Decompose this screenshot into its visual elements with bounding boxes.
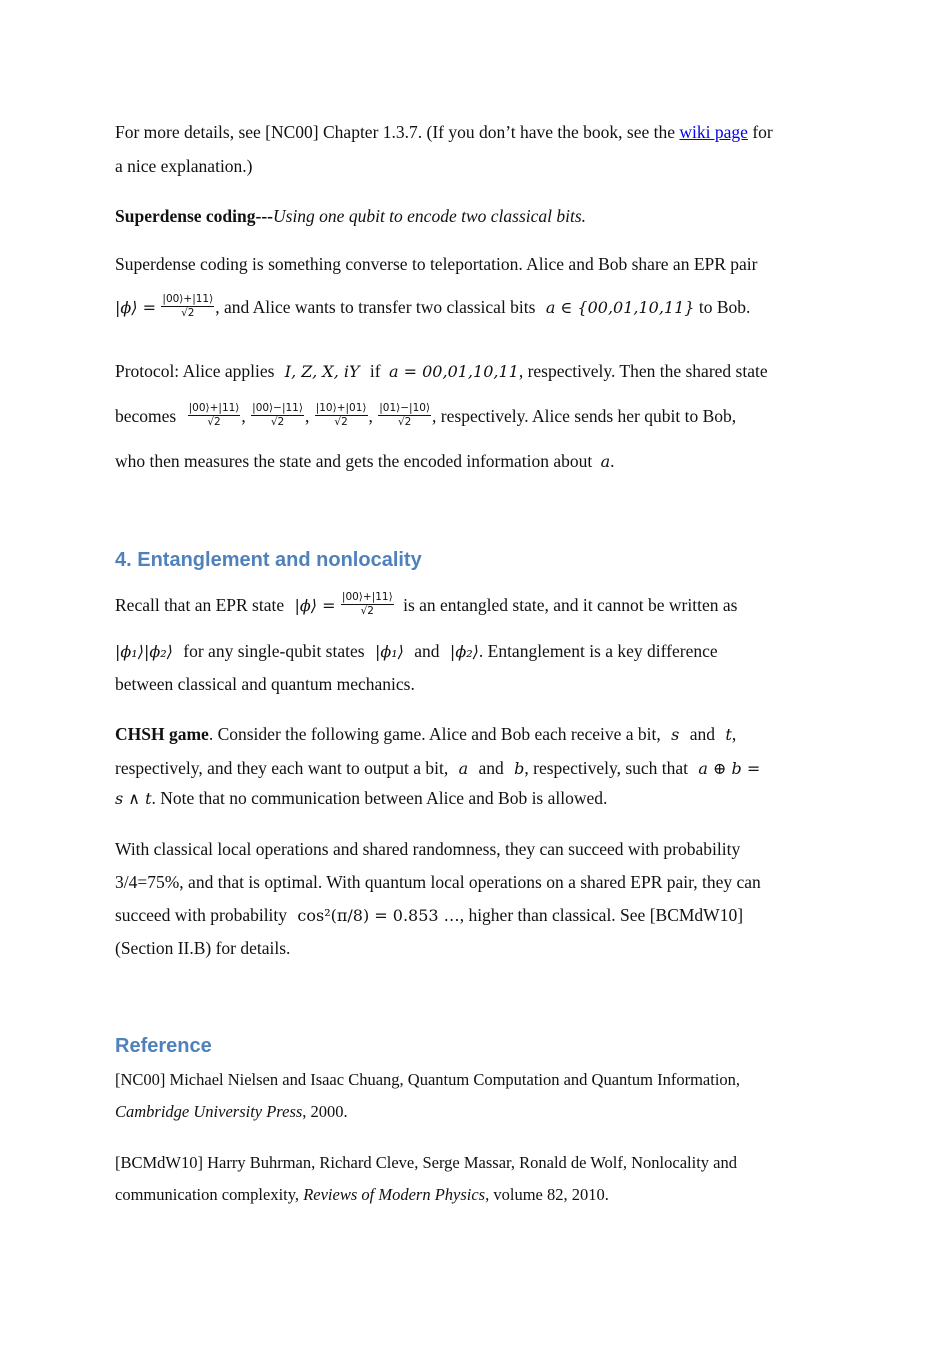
bell-state-fraction: $\frac{|00⟩-|11⟩}{√2}$: [252, 402, 303, 429]
winning-line-2: 3/4=75%, and that is optimal. With quantum local operations on a shared EPR pair, they can: [115, 872, 761, 892]
protocol-line-2: becomes $\frac{|00⟩+|11⟩}{√2}$ , $\frac{|00⟩-|11⟩}{√2}$ , $\frac{|10⟩+|01⟩}{√2}$ , $\frac{|01⟩-|10⟩}{√2}$ , respectively. Alice sends her qubit to Bob,: [115, 402, 737, 429]
protocol-line-3: who then measures the state and gets the encoded information about a.: [115, 451, 615, 471]
chsh-line-1: CHSH game. Consider the following game. Alice and Bob each receive a bit, s and t,: [115, 724, 737, 744]
bits-set: a ∈ {00,01,10,11}: [545, 298, 695, 317]
superdense-p1-line-2: |ϕ⟩ = $\frac{|00⟩+|11⟩}{√2}$ , and Alice wants to transfer two classical bits a ∈ {00,01,10,11} to Bob.: [115, 293, 751, 320]
reference-nc00-line-1: [NC00] Michael Nielsen and Isaac Chuang, Quantum Computation and Quantum Information,: [115, 1070, 741, 1089]
superdense-title-line: [115, 205, 586, 227]
epr-ket: |ϕ⟩ =: [115, 298, 157, 317]
reference-bcmdw10-line-1: [BCMdW10] Harry Buhrman, Richard Cleve, Serge Massar, Ronald de Wolf, Nonlocality and: [115, 1153, 737, 1172]
wiki-page-link[interactable]: wiki page: [679, 122, 748, 142]
a-values: a = 00,01,10,11: [389, 362, 519, 381]
intro-text-end: for: [747, 122, 773, 142]
winning-line-4: (Section II.B) for details.: [115, 938, 291, 958]
winning-line-3: succeed with probability cos²(π/8) = 0.853 …, higher than classical. See [BCMdW10]: [115, 905, 744, 925]
intro-line-2: a nice explanation.): [115, 156, 253, 176]
superdense-p1-line-1: Superdense coding is something converse to teleportation. Alice and Bob share an EPR pair: [115, 254, 758, 274]
quantum-probability: cos²(π/8) = 0.853 …: [297, 906, 460, 925]
superdense-title: Superdense coding---: [115, 206, 273, 226]
pauli-ops: I, Z, X, iY: [284, 362, 360, 381]
chsh-line-2: respectively, and they each want to output a bit, a and b, respectively, such that a ⊕ b =: [115, 758, 761, 778]
recall-line-3: between classical and quantum mechanics.: [115, 674, 415, 694]
chsh-title: CHSH game: [115, 724, 209, 744]
references-heading: Reference: [115, 1035, 212, 1057]
bell-state-fraction: $\frac{|10⟩+|01⟩}{√2}$: [315, 402, 367, 429]
epr-ket: |ϕ⟩ =: [294, 596, 336, 615]
winning-line-1: With classical local operations and shared randomness, they can succeed with probability: [115, 839, 741, 859]
chsh-line-3: s ∧ t. Note that no communication between Alice and Bob is allowed.: [115, 788, 608, 808]
superdense-subtitle: Using one qubit to encode two classical bits.: [273, 206, 587, 226]
recall-line-2: |ϕ₁⟩|ϕ₂⟩ for any single-qubit states |ϕ₁⟩ and |ϕ₂⟩. Entanglement is a key difference: [115, 641, 718, 661]
bell-state-fraction: $\frac{|01⟩-|10⟩}{√2}$: [379, 402, 431, 429]
recall-line-1: Recall that an EPR state |ϕ⟩ = $\frac{|00⟩+|11⟩}{√2}$ is an entangled state, and it cannot be written as: [115, 591, 738, 618]
intro-line-1: [115, 121, 773, 143]
bell-state-fraction: $\frac{|00⟩+|11⟩}{√2}$: [188, 402, 240, 429]
epr-fraction: $\frac{|00⟩+|11⟩}{√2}$: [341, 591, 393, 618]
epr-fraction: $\frac{|00⟩+|11⟩}{√2}$: [162, 293, 214, 320]
section-4-heading: 4. Entanglement and nonlocality: [115, 549, 422, 571]
reference-nc00-line-2: Cambridge University Press, 2000.: [115, 1102, 348, 1121]
reference-bcmdw10-line-2: communication complexity, Reviews of Modern Physics, volume 82, 2010.: [115, 1185, 609, 1204]
protocol-line-1: Protocol: Alice applies I, Z, X, iY if a = 00,01,10,11, respectively. Then the shared state: [115, 361, 768, 381]
intro-text: For more details, see [NC00] Chapter 1.3.7. (If you don’t have the book, see the: [115, 122, 680, 142]
